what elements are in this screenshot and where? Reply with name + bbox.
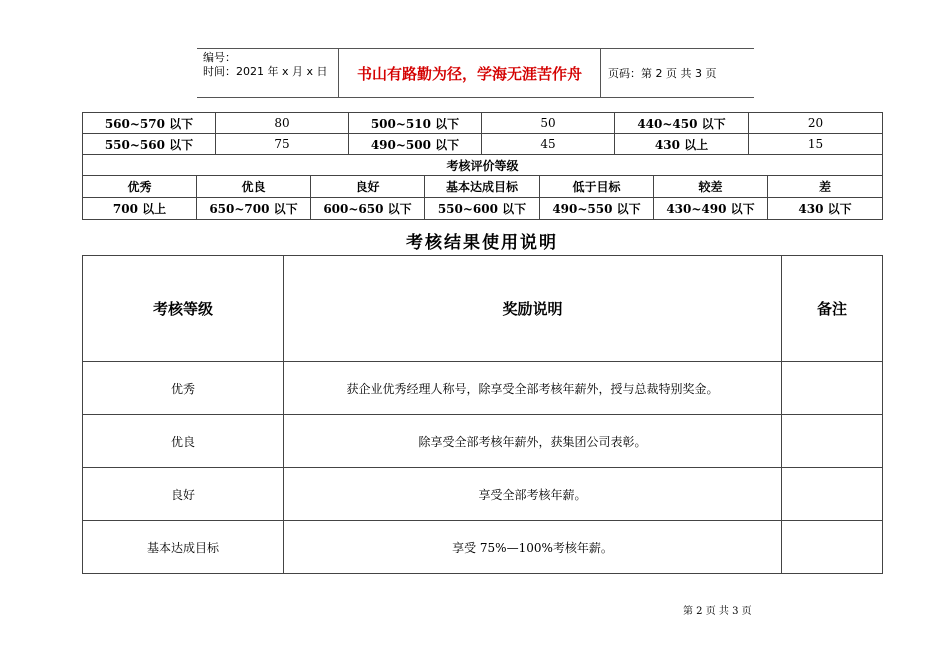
note-cell xyxy=(782,468,883,521)
level-cell: 基本达成目标 xyxy=(83,521,284,574)
grade-header: 较差 xyxy=(654,176,768,198)
table-header-row xyxy=(83,256,883,362)
grade-header: 差 xyxy=(768,176,883,198)
grade-range: 430~490 以下 xyxy=(654,198,768,220)
grade-range: 550~600 以下 xyxy=(425,198,540,220)
page-header xyxy=(197,48,754,98)
reward-cell: 除享受全部考核年薪外，获集团公司表彰。 xyxy=(284,415,782,468)
grade-header: 优秀 xyxy=(83,176,197,198)
table-row xyxy=(83,155,883,176)
header-level: 考核等级 xyxy=(83,256,284,362)
table-cell: 430 以上 xyxy=(615,134,749,155)
level-cell: 良好 xyxy=(83,468,284,521)
table-cell: 550~560 以下 xyxy=(83,134,216,155)
table-row xyxy=(83,113,883,134)
results-table xyxy=(82,255,883,574)
note-cell xyxy=(782,415,883,468)
table-row xyxy=(83,415,883,468)
reward-cell: 获企业优秀经理人称号，除享受全部考核年薪外，授与总裁特别奖金。 xyxy=(284,362,782,415)
reward-cell: 享受全部考核年薪。 xyxy=(284,468,782,521)
number-label: 编号： xyxy=(203,51,236,64)
header-motto: 书山有路勤为径，学海无涯苦作舟 xyxy=(356,64,582,83)
page-footer: 第 2 页 共 3 页 xyxy=(683,606,752,617)
grade-header: 优良 xyxy=(197,176,311,198)
header-reward: 奖励说明 xyxy=(284,256,782,362)
table-cell: 50 xyxy=(482,113,615,134)
grade-range: 430 以下 xyxy=(768,198,883,220)
table-cell: 45 xyxy=(482,134,615,155)
grade-range: 490~550 以下 xyxy=(540,198,654,220)
table-cell: 490~500 以下 xyxy=(349,134,482,155)
note-cell xyxy=(782,521,883,574)
header-divider xyxy=(600,49,601,97)
level-cell: 优秀 xyxy=(83,362,284,415)
header-page-info: 页码：第 2 页 共 3 页 xyxy=(608,67,717,80)
table-row xyxy=(83,362,883,415)
table-row xyxy=(83,198,883,220)
table-cell: 440~450 以下 xyxy=(615,113,749,134)
header-note: 备注 xyxy=(782,256,883,362)
header-meta xyxy=(203,51,339,79)
reward-cell: 享受 75%—100%考核年薪。 xyxy=(284,521,782,574)
table-row xyxy=(83,468,883,521)
grade-range: 650~700 以下 xyxy=(197,198,311,220)
grade-table xyxy=(82,175,883,220)
grade-header: 低于目标 xyxy=(540,176,654,198)
table-row xyxy=(83,134,883,155)
table-cell: 15 xyxy=(749,134,883,155)
table-row xyxy=(83,521,883,574)
grade-header: 基本达成目标 xyxy=(425,176,540,198)
grade-section-title: 考核评价等级 xyxy=(83,155,883,176)
grade-header: 良好 xyxy=(311,176,425,198)
table-cell: 560~570 以下 xyxy=(83,113,216,134)
grade-range: 600~650 以下 xyxy=(311,198,425,220)
table-cell: 80 xyxy=(216,113,349,134)
level-cell: 优良 xyxy=(83,415,284,468)
score-table xyxy=(82,112,883,176)
table-cell: 75 xyxy=(216,134,349,155)
results-section-title: 考核结果使用说明 xyxy=(406,233,558,253)
table-cell: 500~510 以下 xyxy=(349,113,482,134)
table-header-row xyxy=(83,176,883,198)
time-label: 时间：2021 年 x 月 x 日 xyxy=(203,65,328,78)
note-cell xyxy=(782,362,883,415)
table-cell: 20 xyxy=(749,113,883,134)
grade-range: 700 以上 xyxy=(83,198,197,220)
